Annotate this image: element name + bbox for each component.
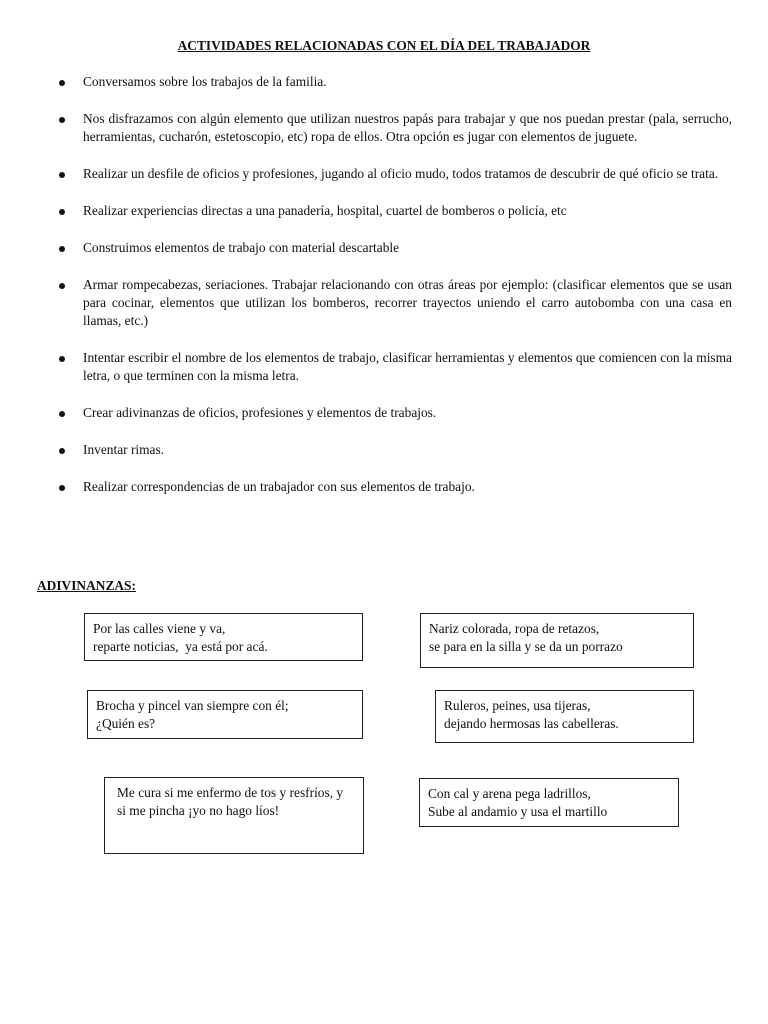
list-item	[59, 478, 732, 496]
riddle-line: Me cura si me enfermo de tos y resfríos, y si me pincha ¡yo no hago líos!	[117, 785, 344, 818]
list-item-text: Realizar experiencias directas a una panadería, hospital, cuartel de bomberos o policía, etc	[83, 203, 567, 218]
riddle-box	[104, 777, 364, 854]
bullet-icon	[59, 411, 65, 417]
bullet-icon	[59, 117, 65, 123]
list-item	[59, 349, 732, 385]
bullet-icon	[59, 485, 65, 491]
bullet-icon	[59, 172, 65, 178]
bullet-icon	[59, 246, 65, 252]
riddle-line: reparte noticias, ya está por acá.	[93, 639, 268, 654]
bullet-icon	[59, 209, 65, 215]
list-item	[59, 165, 732, 183]
bullet-icon	[59, 448, 65, 454]
list-item-text: Inventar rimas.	[83, 442, 165, 457]
riddles-heading: ADIVINANZAS:	[37, 578, 136, 593]
bullet-icon	[59, 283, 65, 289]
list-item	[59, 276, 732, 330]
list-item	[59, 73, 732, 91]
list-item	[59, 202, 732, 220]
riddle-line: Ruleros, peines, usa tijeras,	[444, 698, 591, 713]
riddle-line: Brocha y pincel van siempre con él;	[96, 698, 289, 713]
riddle-box	[420, 613, 694, 668]
list-item-text: Construimos elementos de trabajo con material descartable	[83, 240, 400, 255]
riddle-line: Por las calles viene y va,	[93, 621, 226, 636]
list-item-text: Realizar un desfile de oficios y profesiones, jugando al oficio mudo, todos tratamos de descubrir de qué oficio se trata.	[83, 166, 719, 181]
riddle-line: dejando hermosas las cabelleras.	[444, 716, 619, 731]
list-item-text: Crear adivinanzas de oficios, profesiones y elementos de trabajos.	[83, 405, 437, 420]
riddle-line: Con cal y arena pega ladrillos,	[428, 786, 591, 801]
list-item	[59, 110, 732, 146]
riddle-line: Nariz colorada, ropa de retazos,	[429, 621, 600, 636]
riddle-line: se para en la silla y se da un porrazo	[429, 639, 623, 654]
activities-list	[59, 73, 732, 515]
riddle-box	[419, 778, 679, 827]
page-title: ACTIVIDADES RELACIONADAS CON EL DÍA DEL TRABAJADOR	[177, 38, 591, 53]
list-item-text: Intentar escribir el nombre de los elementos de trabajo, clasificar herramientas y elementos que comiencen con la misma letra, o que terminen con la misma letra.	[83, 350, 732, 383]
list-item	[59, 404, 732, 422]
list-item-text: Nos disfrazamos con algún elemento que utilizan nuestros papás para trabajar y que nos puedan prestar (pala, serrucho, herramientas, cucharón, estetoscopio, etc) ropa de ellos. Otra opción es jugar con elementos de juguete.	[83, 111, 732, 144]
bullet-icon	[59, 356, 65, 362]
list-item-text: Armar rompecabezas, seriaciones. Trabajar relacionando con otras áreas por ejemplo: (clasificar elementos que se usan para cocinar, elementos que utilizan los bomberos, recorrer trayectos uniendo el carro autobomba con una casa en llamas, etc.)	[83, 277, 732, 328]
list-item	[59, 239, 732, 257]
bullet-icon	[59, 80, 65, 86]
riddle-box	[435, 690, 694, 743]
list-item	[59, 441, 732, 459]
riddle-line: ¿Quién es?	[96, 716, 156, 731]
riddle-box	[87, 690, 363, 739]
riddle-line: Sube al andamio y usa el martillo	[428, 804, 608, 819]
riddle-box	[84, 613, 363, 661]
list-item-text: Realizar correspondencias de un trabajador con sus elementos de trabajo.	[83, 479, 475, 494]
list-item-text: Conversamos sobre los trabajos de la familia.	[83, 74, 327, 89]
